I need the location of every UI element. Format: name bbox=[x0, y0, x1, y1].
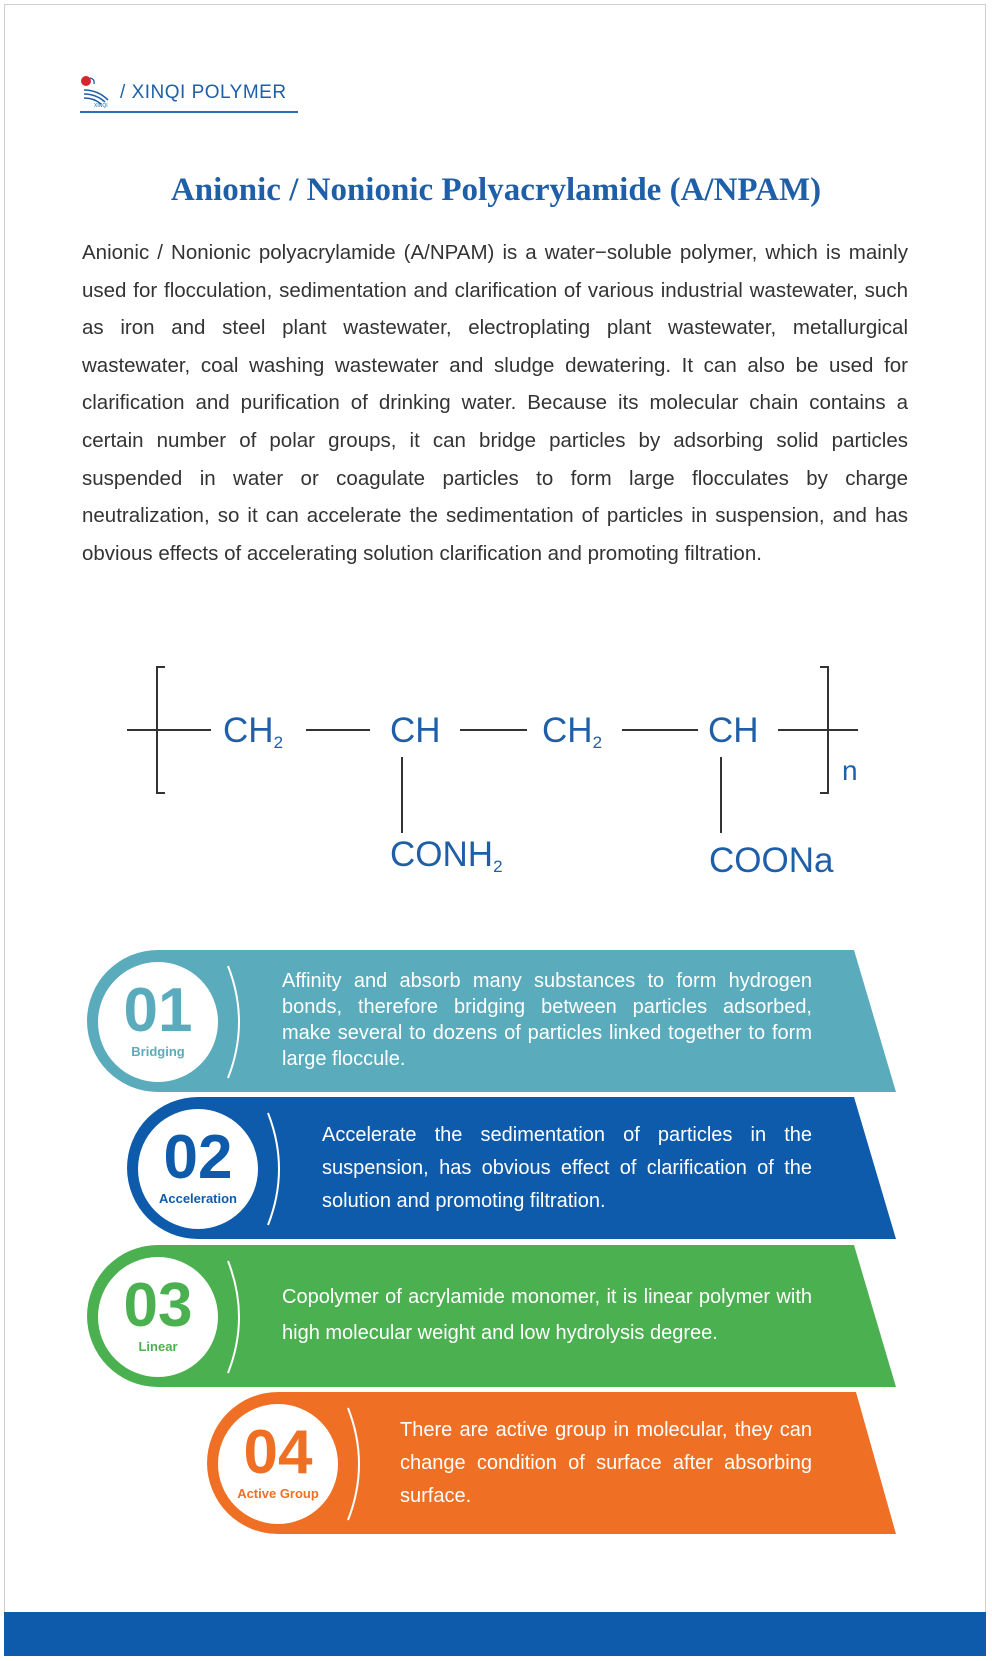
side-group-coona: COONa bbox=[709, 841, 834, 880]
footer-band bbox=[4, 1612, 986, 1656]
chemical-structure bbox=[0, 665, 992, 905]
feature-number-1: 01 bbox=[123, 976, 193, 1045]
logo-small-text: XINQI bbox=[94, 103, 108, 108]
feature-badge-3 bbox=[98, 1257, 218, 1377]
feature-label-1: Bridging bbox=[131, 1044, 185, 1059]
feature-active-group bbox=[204, 1390, 898, 1538]
arc-decoration-1 bbox=[224, 962, 254, 1082]
brand-name: XINQI POLYMER bbox=[131, 82, 287, 103]
repeat-n: n bbox=[842, 755, 858, 786]
feature-text-1: Affinity and absorb many substances to form hydrogen bonds, therefore bridging between particles adsorbed, make several to dozens of particles linked together to form large floccule. bbox=[282, 970, 812, 1070]
arc-decoration-3 bbox=[224, 1257, 254, 1377]
chain-unit-ch-1: CH bbox=[390, 711, 441, 750]
feature-label-3: Linear bbox=[138, 1339, 178, 1354]
feature-bridging bbox=[84, 948, 898, 1096]
feature-number-4: 04 bbox=[243, 1418, 313, 1487]
feature-text-3: Copolymer of acrylamide monomer, it is linear polymer with high molecular weight and low hydrolysis degree. bbox=[282, 1286, 812, 1344]
logo-underline bbox=[80, 111, 298, 113]
chain-unit-ch2-2: $CH_2$ bbox=[542, 711, 603, 752]
chain-unit-ch-2: CH bbox=[708, 711, 759, 750]
brand-logo[interactable] bbox=[80, 72, 300, 112]
arc-decoration-4 bbox=[344, 1404, 374, 1524]
feature-number-3: 03 bbox=[123, 1271, 193, 1340]
logo-mark-icon bbox=[80, 74, 116, 108]
feature-badge-1 bbox=[98, 962, 218, 1082]
feature-label-2: Acceleration bbox=[158, 1191, 238, 1206]
page-title: Anionic / Nonionic Polyacrylamide (A/NPAM) bbox=[170, 172, 822, 208]
feature-text-2: Accelerate the sedimentation of particles in the suspension, has obvious effect of clarification of the solution and promoting filtration. bbox=[322, 1124, 812, 1212]
feature-label-4: Active Group bbox=[237, 1486, 319, 1501]
feature-text-4: There are active group in molecular, they can change condition of surface after absorbing surface. bbox=[400, 1419, 812, 1507]
feature-badge-2 bbox=[138, 1109, 258, 1229]
intro-paragraph: Anionic / Nonionic polyacrylamide (A/NPAM) is a water−soluble polymer, which is mainly used for flocculation, sedimentation and clarification of various industrial wastewater, such as iron and steel plant wastewater, electroplating plant wastewater, metallurgical wastewater, coal washing wastewater and sludge dewatering. It can also be used for clarification and purification of drinking water. Because its molecular chain contains a certain number of polar groups, it can bridge particles by adsorbing solid particles suspended in water or coagulate particles to form large flocculates by charge neutralization, so it can accelerate the sedimentation of particles in suspension, and has obvious effects of accelerating solution clarification and promoting filtration. bbox=[82, 241, 908, 565]
feature-acceleration bbox=[124, 1095, 898, 1243]
feature-number-2: 02 bbox=[163, 1123, 233, 1192]
arc-decoration-2 bbox=[264, 1109, 294, 1229]
logo-separator: / bbox=[120, 82, 126, 103]
side-group-conh2: $CONH_2$ bbox=[390, 835, 503, 876]
chain-unit-ch2-1: $CH_2$ bbox=[223, 711, 284, 752]
feature-badge-4 bbox=[218, 1404, 338, 1524]
feature-linear bbox=[84, 1243, 898, 1391]
